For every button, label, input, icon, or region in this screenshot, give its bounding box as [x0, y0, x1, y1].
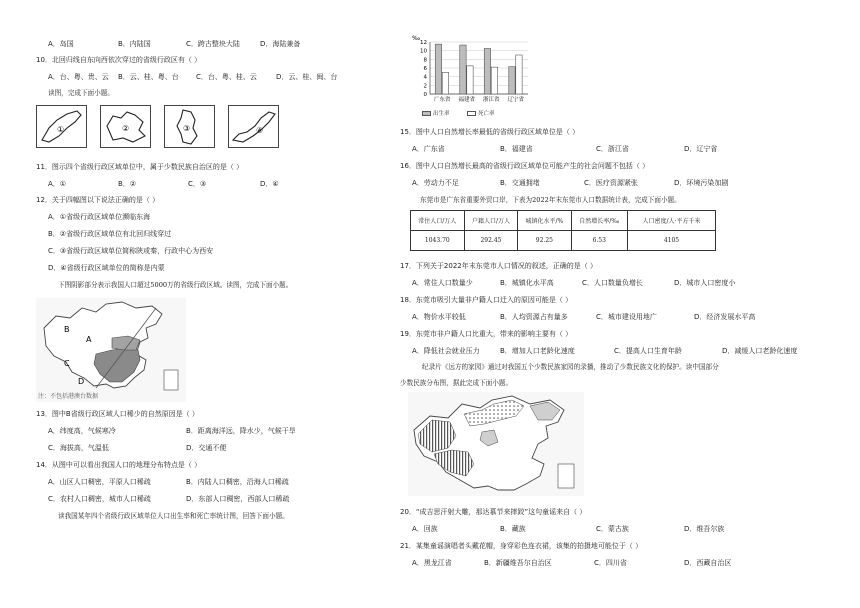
- q18-option-c: C．城市建设用地广: [596, 313, 657, 321]
- q15-stem: 15．图中人口自然增长率最低的省级行政区域单位是（ ）: [400, 128, 580, 136]
- q16-option-c: C．医疗资源紧张: [584, 179, 638, 187]
- chart-bar-birth-rate: [484, 49, 490, 95]
- q14-option-a: A．山区人口稠密，平原人口稀疏: [48, 478, 151, 486]
- q16-option-d: D．环境污染加剧: [674, 179, 729, 187]
- q15-option-b: B．福建省: [500, 145, 533, 153]
- table-header-cell: 常住人口/万人: [411, 211, 465, 231]
- q11-option-c: C．③: [188, 180, 207, 188]
- q9-option-d: D．海陆兼备: [260, 40, 301, 48]
- q14-stem: 14．从图中可以看出我国人口的地理分布特点是（ ）: [36, 461, 202, 469]
- q15-option-c: C．浙江省: [596, 145, 629, 153]
- q9-option-a: A．岛国: [48, 40, 74, 48]
- table-cell: 1043.70: [411, 231, 465, 251]
- q13-stem: 13．图中B省级行政区域人口稀少的自然原因是（ ）: [36, 410, 199, 418]
- chart-ytick-label: 2: [423, 83, 427, 90]
- q20-option-c: C．蒙古族: [596, 525, 629, 533]
- q19-option-d: D．减缓人口老龄化速度: [722, 347, 798, 355]
- province-shape-1: [36, 105, 87, 148]
- intro-shapes: 读图，完成下面小题。: [48, 89, 114, 97]
- q18-stem: 18．东莞市吸引大量非户籍人口迁入的原因可能是（ ）: [400, 296, 573, 304]
- q20-option-a: A．回族: [412, 525, 438, 533]
- chart-bar-death-rate: [491, 67, 497, 94]
- map-label-b: B: [64, 325, 70, 334]
- chart-bar-death-rate: [442, 72, 448, 94]
- q11-option-d: D．④: [260, 180, 279, 188]
- q14-option-c: C．农村人口稠密，城市人口稀疏: [48, 495, 151, 503]
- shape-label-4: ④: [256, 126, 264, 135]
- q15-option-d: D．辽宁省: [684, 145, 718, 153]
- chart-bar-birth-rate: [509, 67, 515, 94]
- table-row: [411, 231, 716, 251]
- province-shape-2: [100, 105, 151, 148]
- table-header-row: [411, 211, 716, 231]
- intro-map2-line1: 纪录片《远方的家园》通过对我国五个少数民族家园的录播，推动了少数民族文化的保护。读中国部分: [422, 363, 719, 371]
- q13-option-d: D．交通不便: [186, 444, 227, 452]
- chart-bar-birth-rate: [460, 45, 466, 94]
- q17-option-b: B．城镇化水平高: [500, 279, 554, 287]
- legend-swatch-birth: [422, 111, 431, 116]
- chart-ytick-label: 8: [423, 57, 427, 64]
- chart-category-label: 浙江省: [482, 97, 500, 103]
- table-cell: 292.45: [464, 231, 518, 251]
- map-label-c: C: [64, 359, 70, 368]
- table-cell: 92.25: [518, 231, 571, 251]
- q12-option-a: A．①省级行政区域单位濒临东海: [48, 213, 151, 221]
- q12-option-c: C．③省级行政区域单位简称陕或秦，行政中心为西安: [48, 247, 214, 255]
- chart-ytick-label: 10: [420, 48, 427, 55]
- q10-option-d: D．云、桂、闽、台: [276, 73, 338, 81]
- china-population-map: [36, 298, 186, 402]
- table-cell: 4105: [628, 231, 716, 251]
- q9-option-c: C．跨古整块大陆: [186, 40, 240, 48]
- chart-ytick-label: 6: [423, 66, 427, 72]
- q19-stem: 19．东莞市非户籍人口比重大，带来的影响主要有（ ）: [400, 330, 573, 338]
- q21-stem: 21．某集童谣演唱者头戴花帽，身穿彩色连衣裙，该集的拍摄地可能位于（ ）: [400, 542, 643, 550]
- legend-label-birth: 出生率: [433, 111, 450, 117]
- chart-ytick-label: 4: [423, 74, 427, 81]
- q16-stem: 16．图中人口自然增长最高的省级行政区域单位可能产生的社会问题不包括（ ）: [400, 162, 650, 170]
- shape-label-3: ③: [183, 124, 191, 133]
- chart-category-label: 福建省: [458, 97, 476, 103]
- birth-death-chart-svg: [408, 34, 534, 120]
- q17-stem: 17．下列关于2022年末东莞市人口情况的叙述，正确的是（ ）: [400, 262, 597, 270]
- intro-map2-line2: 少数民族分布图，据此完成下面小题。: [400, 379, 513, 387]
- q11-option-b: B．②: [118, 180, 137, 188]
- chart-category-label: 辽宁省: [507, 97, 525, 103]
- q12-option-d: D．④省级行政区域单位的简称是内蒙: [48, 264, 165, 272]
- shape-label-1: ①: [57, 125, 65, 134]
- ethnic-minority-map: [408, 392, 584, 496]
- q9-option-b: B．内陆国: [118, 40, 151, 48]
- q19-option-a: A．降低社会就业压力: [412, 347, 480, 355]
- q17-option-d: D．城市人口密度小: [674, 279, 736, 287]
- intro-chart: 读我国某年四个省级行政区域单位人口出生率和死亡率统计图，回答下面小题。: [58, 512, 289, 520]
- province-shape-3: [164, 105, 215, 148]
- q20-option-d: D．维吾尔族: [684, 525, 725, 533]
- q13-option-c: C．海拔高，气温低: [48, 444, 109, 452]
- chart-ytick-label: 12: [420, 40, 427, 46]
- q18-option-d: D．经济发展水平高: [694, 313, 756, 321]
- q10-stem: 10．北回归线自东向西依次穿过的省级行政区有（ ）: [36, 56, 202, 64]
- chart-bar-death-rate: [516, 55, 522, 94]
- table-header-cell: 自然增长率/‰: [571, 211, 627, 231]
- table-header-cell: 人口密度/人·平方千米: [628, 211, 716, 231]
- q14-option-d: D．东部人口稠密，西部人口稀疏: [186, 495, 290, 503]
- legend-label-death: 死亡率: [478, 111, 495, 117]
- q18-option-a: A．物价水平较低: [412, 313, 466, 321]
- legend-swatch-death: [467, 111, 476, 116]
- dongguan-population-table: [410, 210, 716, 251]
- q10-option-a: A．台、粤、贵、云: [48, 73, 109, 81]
- shape-label-2: ②: [122, 124, 130, 133]
- q21-option-a: A．黑龙江省: [412, 559, 452, 567]
- q11-stem: 11．图示四个省级行政区域单位中，属于少数民族自治区的是（ ）: [36, 163, 244, 171]
- q17-option-c: C．人口数量负增长: [582, 279, 643, 287]
- q11-option-a: A．①: [48, 180, 67, 188]
- q13-option-b: B．距离海洋远，降水少，气候干旱: [186, 427, 296, 435]
- chart-bar-birth-rate: [435, 44, 441, 94]
- q14-option-b: B．内陆人口稠密，沿海人口稀疏: [186, 478, 289, 486]
- q12-stem: 12．关于四幅图以下说法正确的是（ ）: [36, 196, 160, 204]
- intro-map: 下图阴影部分表示我国人口超过5000万的省级行政区域。读图，完成下面小题。: [58, 281, 293, 289]
- q15-option-a: A．广东省: [412, 145, 445, 153]
- q18-option-b: B．人均资源占有量多: [500, 313, 568, 321]
- map-note: 注：不包括港澳台数据: [38, 393, 99, 400]
- q19-option-b: B．增加人口老龄化速度: [500, 347, 575, 355]
- q20-option-b: B．藏族: [500, 525, 526, 533]
- q20-stem: 20．“成吉思汗射大雕，那达慕节来摔跤”这句童谣来自（ ）: [400, 508, 587, 516]
- chart-ylabel: ‰: [412, 35, 421, 42]
- map-label-d: D: [78, 377, 85, 386]
- q10-option-c: C．台、粤、桂、云: [196, 73, 257, 81]
- q16-option-a: A．劳动力不足: [412, 179, 459, 187]
- q12-option-b: B．②省级行政区域单位有北回归线穿过: [48, 230, 172, 238]
- map-label-a: A: [86, 335, 92, 344]
- chart-ytick-label: 0: [423, 92, 427, 98]
- table-header-cell: 户籍人口/万人: [464, 211, 518, 231]
- q10-option-b: B．云、桂、粤、台: [118, 73, 179, 81]
- chart-category-label: 广东省: [433, 97, 451, 103]
- birth-death-chart: [408, 34, 534, 120]
- q13-option-a: A．纬度高，气候寒冷: [48, 427, 116, 435]
- q21-option-b: B．新疆维吾尔自治区: [484, 559, 552, 567]
- q16-option-b: B．交通拥堵: [500, 179, 540, 187]
- q19-option-c: C．提高人口生育年龄: [614, 347, 682, 355]
- q21-option-c: C．四川省: [594, 559, 627, 567]
- chart-bar-death-rate: [467, 66, 473, 94]
- table-cell: 6.53: [571, 231, 627, 251]
- chart-legend: [422, 109, 495, 117]
- table-header-cell: 城镇化水平/%: [518, 211, 571, 231]
- intro-table: 东莞市是广东省重要外贸口岸，下表为2022年末东莞市人口数据统计表，完成下面小题。: [420, 196, 681, 204]
- province-shape-4: [228, 105, 279, 148]
- q17-option-a: A．常住人口数量少: [412, 279, 473, 287]
- q21-option-d: D．西藏自治区: [684, 559, 732, 567]
